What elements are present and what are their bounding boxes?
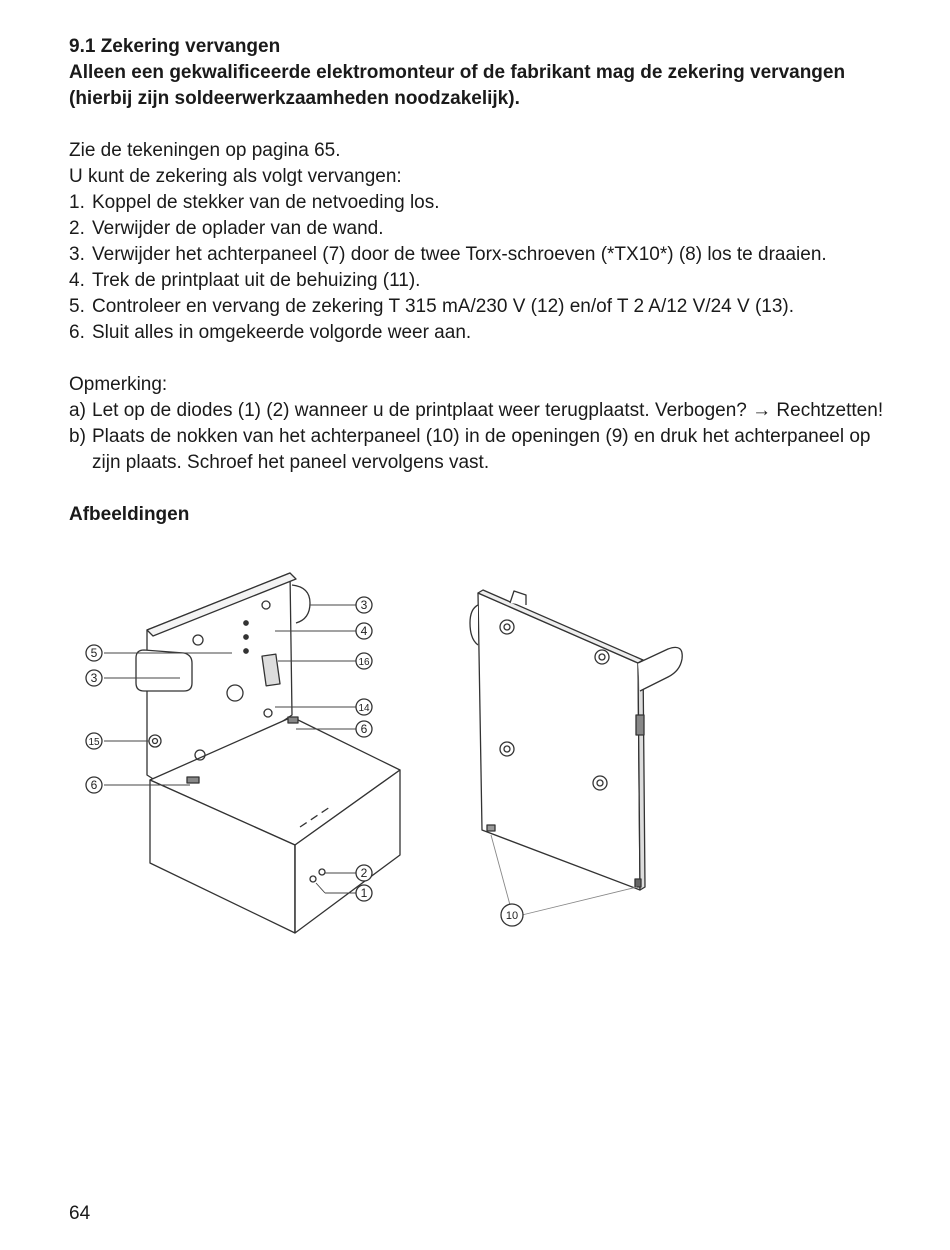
page-number: 64: [69, 1203, 91, 1224]
list-item: [69, 424, 889, 476]
step-number: 4.: [69, 270, 85, 291]
callout-3-left: [86, 670, 102, 686]
list-item: [69, 398, 889, 424]
technical-drawing: [70, 545, 790, 945]
callout-10: [501, 904, 523, 926]
step-number: 1.: [69, 192, 85, 213]
callout-6-left: [86, 777, 102, 793]
callout-label: 15: [88, 737, 100, 748]
remark-label: b): [69, 426, 86, 447]
step-text: Verwijder het achterpaneel (7) door de twee Torx-schroeven (*TX10*) (8) los te draaien.: [92, 244, 827, 265]
callout-label: 1: [360, 886, 368, 900]
remark-text: Let op de diodes (1) (2) wanneer u de printplaat weer terugplaatst. Verbogen? → Rechtzetten!: [92, 400, 884, 421]
list-item: [69, 294, 889, 320]
callout-label: 5: [90, 646, 98, 660]
callout-5: [86, 645, 102, 661]
callout-6-right: [356, 721, 372, 737]
step-text: Trek de printplaat uit de behuizing (11).: [92, 270, 421, 291]
callout-label: 3: [90, 671, 98, 685]
callout-16: [356, 653, 372, 669]
callout-label: 4: [360, 624, 368, 638]
step-number: 2.: [69, 218, 85, 239]
section-title: 9.1 Zekering vervangen: [69, 36, 281, 57]
callout-label: 6: [90, 778, 98, 792]
warning-line-2: (hierbij zijn soldeerwerkzaamheden noodzakelijk).: [69, 88, 520, 109]
step-number: 3.: [69, 244, 85, 265]
callout-label: 3: [360, 598, 368, 612]
callout-3-top: [356, 597, 372, 613]
callout-label: 2: [360, 866, 368, 880]
page-content: [69, 34, 889, 528]
remark-list: [69, 398, 889, 476]
charger-drawing: [70, 545, 790, 945]
list-item: [69, 268, 889, 294]
step-text: Controleer en vervang de zekering T 315 mA/230 V (12) en/of T 2 A/12 V/24 V (13).: [92, 296, 795, 317]
intro-line-1: Zie de tekeningen op pagina 65.: [69, 140, 341, 161]
remark-text: Plaats de nokken van het achterpaneel (10) in de openingen (9) en druk het achterpaneel op zijn plaats. Schroef het paneel vervolgens vast.: [92, 426, 871, 473]
list-item: [69, 242, 889, 268]
back-panel-right: [470, 590, 682, 890]
callout-2: [356, 865, 372, 881]
callout-15: [86, 733, 102, 749]
intro-line-2: U kunt de zekering als volgt vervangen:: [69, 166, 402, 187]
step-text: Koppel de stekker van de netvoeding los.: [92, 192, 440, 213]
figures-title: Afbeeldingen: [69, 504, 190, 525]
callout-label: 16: [358, 657, 370, 668]
step-text: Sluit alles in omgekeerde volgorde weer aan.: [92, 322, 472, 343]
callout-14: [356, 699, 372, 715]
warning-line-1: Alleen een gekwalificeerde elektromonteur of de fabrikant mag de zekering vervangen: [69, 62, 846, 83]
list-item: [69, 320, 889, 346]
callout-1: [356, 885, 372, 901]
remark-label: a): [69, 400, 86, 421]
callout-label: 14: [358, 703, 370, 714]
step-number: 5.: [69, 296, 85, 317]
callout-4: [356, 623, 372, 639]
remark-title: Opmerking:: [69, 374, 168, 395]
callout-label: 6: [360, 722, 368, 736]
step-text: Verwijder de oplader van de wand.: [92, 218, 384, 239]
step-number: 6.: [69, 322, 85, 343]
list-item: [69, 216, 889, 242]
steps-list: [69, 190, 889, 346]
list-item: [69, 190, 889, 216]
callout-label: 10: [505, 910, 519, 922]
